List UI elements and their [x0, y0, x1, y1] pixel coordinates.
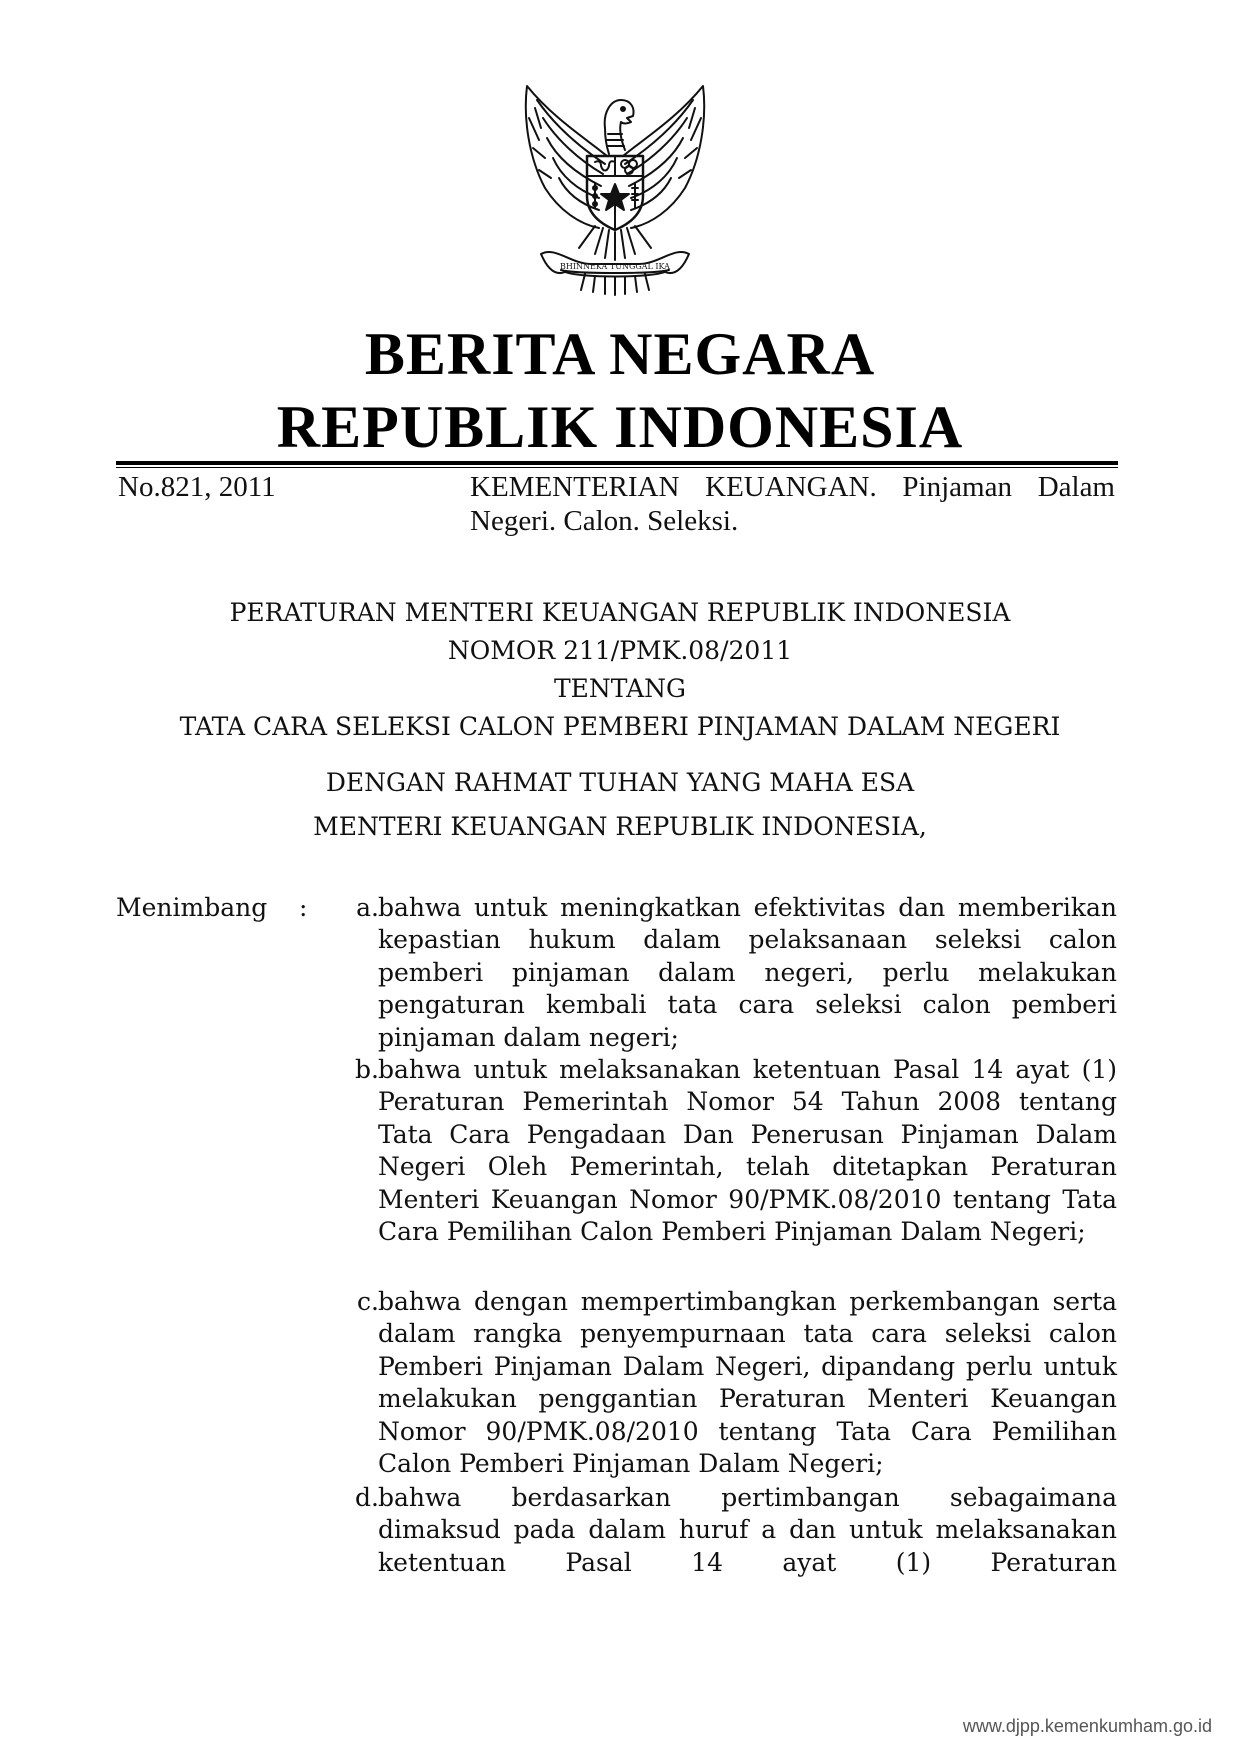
masthead-divider: [116, 461, 1118, 465]
item-letter: d.: [355, 1483, 379, 1512]
considering-item-b: [337, 1054, 1117, 1248]
regulation-title: PERATURAN MENTERI KEUANGAN REPUBLIK INDONESIA: [229, 598, 1011, 627]
considering-item-d: [337, 1482, 1117, 1579]
item-letter: c.: [357, 1287, 379, 1316]
regulation-number: NOMOR 211/PMK.08/2011: [447, 636, 793, 665]
item-text: bahwa untuk melaksanakan ketentuan Pasal 14 ayat (1) Peraturan Pemerintah Nomor 54 Tahun 2008 tentang Tata Cara Pengadaan Dan Penerusan Pinjaman Dalam Negeri Oleh Pemerintah, telah ditetapkan Peraturan Menteri Keuangan Nomor 90/PMK.08/2010 tentang Tata Cara Pemilihan Calon Pemberi Pinjaman Dalam Negeri;: [378, 1055, 1117, 1247]
preamble-invocation: DENGAN RAHMAT TUHAN YANG MAHA ESA: [325, 768, 915, 797]
garuda-emblem: [515, 78, 715, 298]
masthead-subtitle: REPUBLIK INDONESIA: [276, 394, 964, 460]
item-text: bahwa berdasarkan pertimbangan sebagaimana dimaksud pada dalam huruf a dan untuk melaksanakan ketentuan Pasal 14 ayat (1) Peraturan: [378, 1483, 1117, 1577]
masthead-divider-thin: [116, 467, 1118, 468]
issue-number: No.821, 2011: [118, 471, 276, 503]
item-text: bahwa dengan mempertimbangkan perkembangan serta dalam rangka penyempurnaan tata cara seleksi calon Pemberi Pinjaman Dalam Negeri, dipandang perlu untuk melakukan penggantian Peraturan Menteri Keuangan Nomor 90/PMK.08/2010 tentang Tata Cara Pemilihan Calon Pemberi Pinjaman Dalam Negeri;: [378, 1287, 1117, 1479]
considering-colon: :: [299, 893, 308, 922]
item-letter: a.: [356, 893, 379, 922]
considering-item-c: [337, 1286, 1117, 1480]
considering-label: Menimbang: [116, 893, 268, 922]
preamble-minister: MENTERI KEUANGAN REPUBLIK INDONESIA,: [313, 812, 927, 841]
issue-subject: KEMENTERIAN KEUANGAN. Pinjaman Dalam Negeri. Calon. Seleksi.: [470, 471, 1115, 537]
item-letter: b.: [355, 1055, 379, 1084]
regulation-subject: TATA CARA SELEKSI CALON PEMBERI PINJAMAN DALAM NEGERI: [179, 712, 1061, 741]
masthead-title: BERITA NEGARA: [364, 321, 876, 387]
considering-item-a: [337, 892, 1117, 1054]
regulation-about: TENTANG: [553, 674, 686, 703]
svg-text:BHINNEKA TUNGGAL IKA: BHINNEKA TUNGGAL IKA: [560, 262, 670, 271]
item-text: bahwa untuk meningkatkan efektivitas dan memberikan kepastian hukum dalam pelaksanaan seleksi calon pemberi pinjaman dalam negeri, perlu melakukan pengaturan kembali tata cara seleksi calon pemberi pinjaman dalam negeri;: [378, 893, 1117, 1052]
footer-url: www.djpp.kemenkumham.go.id: [962, 1716, 1212, 1736]
